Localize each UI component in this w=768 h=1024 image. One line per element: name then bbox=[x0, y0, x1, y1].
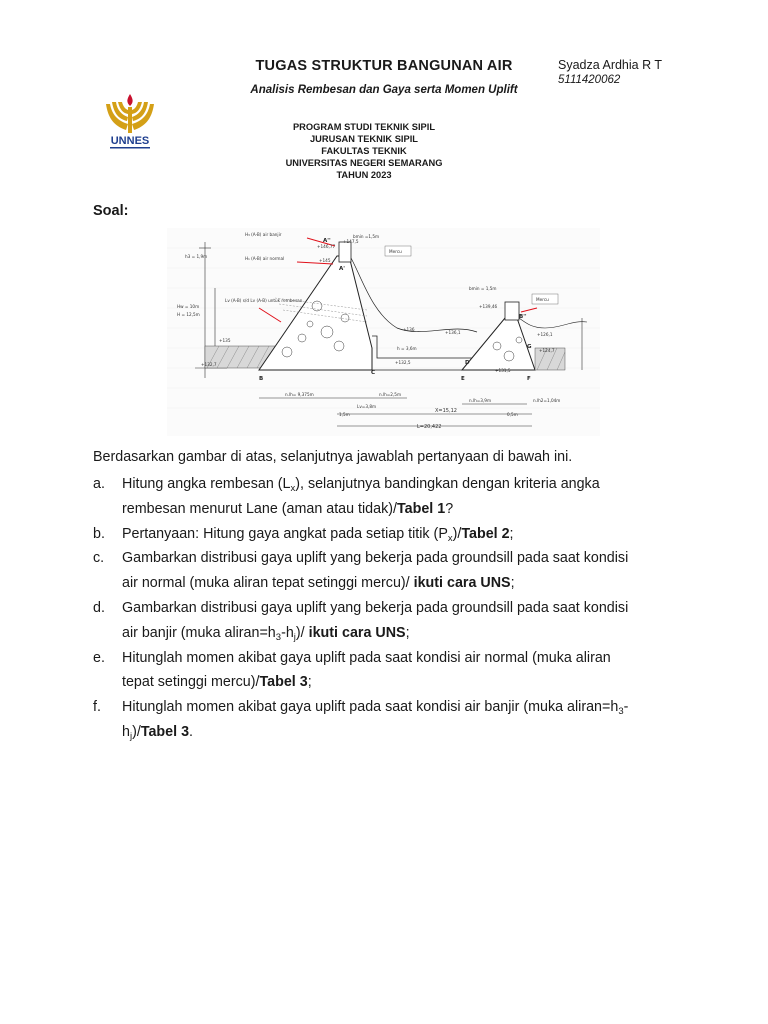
bold-text: ikuti cara UNS bbox=[308, 624, 406, 641]
text-part: tepat setinggi mercu)/ bbox=[122, 674, 260, 691]
text-part: h bbox=[122, 723, 130, 740]
question-e bbox=[93, 646, 683, 696]
subscript: j bbox=[129, 730, 133, 742]
fig-label: +124,7 bbox=[539, 348, 555, 353]
fig-label: n.lh=2,5m bbox=[379, 392, 402, 397]
question-text bbox=[122, 695, 683, 745]
fig-label: +147,5 bbox=[343, 239, 359, 244]
fig-label: n.lh2=1,04m bbox=[533, 398, 561, 403]
text-part: - bbox=[623, 699, 629, 716]
fig-label: B bbox=[259, 376, 264, 382]
text-part: ; bbox=[510, 575, 515, 592]
bold-text: Tabel 2 bbox=[461, 525, 510, 542]
fig-label: h3 = 1,9m bbox=[185, 254, 208, 259]
bold-text: Tabel 3 bbox=[259, 674, 308, 691]
fig-label: h = 3,6m bbox=[397, 346, 417, 351]
fig-label: Mercu bbox=[389, 249, 402, 254]
fig-label: +139,46 bbox=[479, 304, 498, 309]
fig-label: Lv=3,8m bbox=[357, 404, 377, 409]
subscript: 3 bbox=[618, 706, 624, 718]
fig-label: +136 bbox=[403, 327, 415, 332]
question-label: a. bbox=[93, 476, 105, 492]
subscript: x bbox=[447, 532, 453, 544]
institution-line: UNIVERSITAS NEGERI SEMARANG bbox=[285, 158, 443, 168]
soal-label: Soal: bbox=[93, 203, 129, 219]
fig-label: +136,1 bbox=[445, 330, 461, 335]
fig-label: 0,5m bbox=[507, 412, 518, 417]
fig-label: +132,7 bbox=[201, 362, 217, 367]
fig-label: A'' bbox=[323, 238, 331, 244]
text-part: ? bbox=[445, 500, 454, 517]
fig-label: n.lh=3,9m bbox=[469, 398, 492, 403]
bold-text: ikuti cara UNS bbox=[413, 575, 511, 592]
question-c bbox=[93, 546, 683, 596]
fig-label: bmin =1,5m bbox=[353, 234, 380, 239]
intro-text: Berdasarkan gambar di atas, selanjutnya jawablah pertanyaan di bawah ini. bbox=[93, 449, 573, 465]
question-a bbox=[93, 472, 683, 522]
text-part: Pertanyaan: Hitung gaya angkat pada setiap titik (P bbox=[122, 525, 448, 542]
text-part: air banjir (muka aliran=h bbox=[122, 624, 276, 641]
text-part: ; bbox=[509, 525, 514, 542]
fig-label: 1,5m bbox=[339, 412, 350, 417]
document-subtitle: Analisis Rembesan dan Gaya serta Momen Uplift bbox=[250, 84, 518, 96]
text-part: rembesan menurut Lane (aman atau tidak)/ bbox=[122, 500, 397, 517]
subscript: x bbox=[290, 483, 296, 494]
text-part: ), selanjutnya bandingkan dengan kriteria angka bbox=[295, 476, 600, 492]
question-text bbox=[122, 596, 683, 646]
fig-label: X=15,12 bbox=[435, 408, 457, 414]
question-label: b. bbox=[93, 525, 105, 542]
subscript: 3 bbox=[275, 631, 282, 643]
fig-label: n.lh= 9,375m bbox=[285, 392, 314, 397]
fig-label: L=20,422 bbox=[417, 424, 442, 430]
fig-label: +145 bbox=[319, 258, 331, 263]
question-d bbox=[93, 596, 683, 646]
fig-label: D bbox=[465, 360, 470, 366]
question-text bbox=[122, 546, 683, 596]
institution-line: FAKULTAS TEKNIK bbox=[321, 146, 407, 156]
fig-label: bmin = 1,5m bbox=[469, 286, 497, 291]
text-part: )/ bbox=[132, 723, 141, 740]
fig-label: +146,77 bbox=[317, 244, 336, 249]
author-name: Syadza Ardhia R T bbox=[558, 58, 662, 72]
text-part: ; bbox=[307, 674, 312, 691]
fig-label: F bbox=[527, 376, 531, 382]
bold-text: Tabel 1 bbox=[396, 500, 446, 517]
question-label: f. bbox=[93, 699, 101, 716]
text-part: air normal (muka aliran tepat setinggi mercu)/ bbox=[122, 575, 414, 592]
text-part: Hitung angka rembesan (L bbox=[122, 476, 291, 492]
dam-cross-section-figure bbox=[167, 228, 600, 436]
fig-label: H₁ (A-B) air normal bbox=[245, 256, 285, 261]
institution-line: TAHUN 2023 bbox=[336, 170, 392, 180]
text-part: -h bbox=[281, 624, 294, 641]
fig-label: +135 bbox=[219, 338, 231, 343]
question-label: d. bbox=[93, 599, 105, 616]
question-label: e. bbox=[93, 649, 105, 666]
institution-line: JURUSAN TEKNIK SIPIL bbox=[310, 134, 418, 144]
fig-label: C bbox=[371, 370, 376, 376]
question-b bbox=[93, 522, 683, 547]
text-part: )/ bbox=[452, 525, 462, 542]
fig-label: E bbox=[461, 376, 465, 382]
question-f bbox=[93, 695, 683, 745]
institution-block bbox=[0, 121, 728, 181]
text-part: . bbox=[189, 723, 193, 740]
fig-label: +132,5 bbox=[395, 360, 411, 365]
fig-label: H₃ (A-B) air banjir bbox=[245, 232, 282, 237]
question-text bbox=[122, 646, 683, 696]
institution-line: PROGRAM STUDI TEKNIK SIPIL bbox=[292, 122, 436, 132]
text-part: Gambarkan distribusi gaya uplift yang bekerja pada groundsill pada saat kondisi bbox=[122, 550, 629, 567]
fig-label: G bbox=[527, 344, 532, 350]
fig-label: H = 12,5m bbox=[177, 312, 200, 317]
author-nim: 5111420062 bbox=[558, 74, 621, 86]
text-part: )/ bbox=[295, 624, 309, 641]
fig-label: A' bbox=[339, 266, 345, 272]
subscript: j bbox=[293, 631, 296, 643]
text-part: Gambarkan distribusi gaya uplift yang bekerja pada groundsill pada saat kondisi bbox=[122, 599, 629, 616]
fig-label: B'' bbox=[519, 314, 527, 320]
logo-text: UNNES bbox=[110, 135, 150, 147]
text-part: Hitunglah momen akibat gaya uplift pada saat kondisi air normal (muka aliran bbox=[122, 649, 611, 666]
fig-label: Mercu bbox=[536, 297, 549, 302]
fig-label: +126,1 bbox=[537, 332, 553, 337]
fig-label: Hw = 10m bbox=[177, 304, 200, 309]
question-label: c. bbox=[93, 550, 105, 567]
fig-label: Lv (A-B) s/d Lv (A-B) untuk rembesan bbox=[225, 298, 303, 303]
question-list bbox=[93, 472, 683, 745]
text-part: ; bbox=[405, 624, 410, 641]
question-text bbox=[122, 522, 683, 547]
bold-text: Tabel 3 bbox=[140, 723, 190, 740]
document-title: TUGAS STRUKTUR BANGUNAN AIR bbox=[255, 58, 513, 74]
fig-label: +131,5 bbox=[495, 368, 511, 373]
question-text bbox=[122, 472, 683, 522]
text-part: Hitunglah momen akibat gaya uplift pada saat kondisi air banjir (muka aliran=h bbox=[122, 699, 619, 716]
